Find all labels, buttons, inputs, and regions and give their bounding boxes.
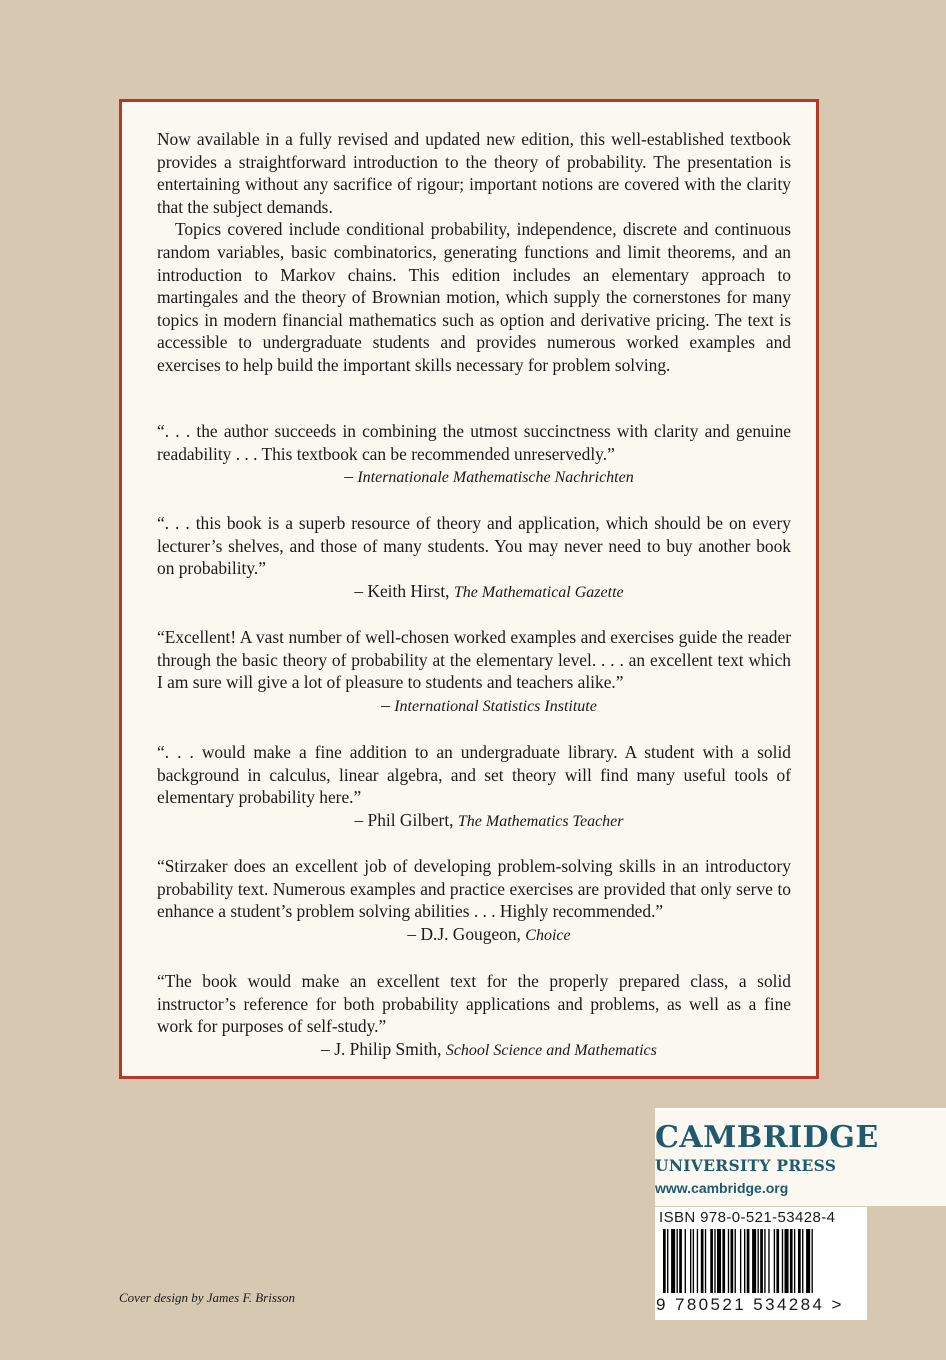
barcode-bar bbox=[685, 1229, 686, 1293]
review-2 bbox=[157, 512, 791, 604]
review-4 bbox=[157, 741, 791, 833]
publisher-press: UNIVERSITY PRESS bbox=[655, 1156, 837, 1175]
publisher-logo bbox=[655, 1108, 946, 1206]
barcode-bar bbox=[747, 1229, 750, 1293]
barcode-bar bbox=[812, 1229, 813, 1293]
isbn-number: ISBN 978-0-521-53428-4 bbox=[659, 1209, 836, 1226]
barcode-bar bbox=[776, 1229, 779, 1293]
barcode-bar bbox=[667, 1229, 668, 1293]
review-text: “The book would make an excellent text for the properly prepared class, a solid instructor’s reference for both probability applications and problems, as well as a fine work for purposes of self-study.” bbox=[157, 971, 791, 1037]
isbn-barcode bbox=[655, 1207, 867, 1320]
barcode-bar bbox=[690, 1229, 691, 1293]
barcode-bars-icon bbox=[659, 1229, 863, 1295]
barcode-bar bbox=[740, 1229, 741, 1293]
barcode-bar bbox=[722, 1229, 725, 1293]
description-paragraph-1: Now available in a fully revised and updated new edition, this well-established textbook provides a straightforward introduction to the theory of probability. The presentation is entertaining without any sacrifice of rigour; important notions are covered with the clarity that the subject demands. bbox=[157, 129, 791, 217]
barcode-bar bbox=[798, 1229, 801, 1293]
barcode-bar bbox=[774, 1229, 775, 1293]
publisher-url: www.cambridge.org bbox=[655, 1180, 789, 1196]
review-attribution: – Keith Hirst, The Mathematical Gazette bbox=[354, 580, 624, 601]
review-1 bbox=[157, 420, 791, 490]
review-attribution: – Phil Gilbert, The Mathematics Teacher bbox=[354, 809, 624, 830]
barcode-bar bbox=[794, 1229, 795, 1293]
barcode-bar bbox=[731, 1229, 734, 1293]
ean-digits: 9 780521 534284 > bbox=[656, 1295, 844, 1314]
barcode-bar bbox=[785, 1229, 789, 1293]
description-paragraph-2: Topics covered include conditional probability, independence, discrete and continuous random variables, basic combinatorics, generating functions and limit theorems, and an introduction to Markov chains. This edition includes an elementary approach to martingales and the theory of Brownian motion, which supply the cornerstones for many topics in modern financial mathematics such as option and derivative pricing. The text is accessible to undergraduate students and provides numerous worked examples and exercises to help build the important skills necessary for problem solving. bbox=[157, 219, 791, 375]
review-attribution: – D.J. Gougeon, Choice bbox=[407, 923, 571, 944]
barcode-bar bbox=[752, 1229, 756, 1293]
review-text: “Excellent! A vast number of well-chosen worked examples and exercises guide the reader through the basic theory of probability at the elementary level. . . . an excellent text which I am sure will give a lot of pleasure to students and teachers alike.” bbox=[157, 627, 791, 693]
review-attribution: – International Statistics Institute bbox=[381, 694, 597, 715]
review-5 bbox=[157, 855, 791, 947]
barcode-bar bbox=[663, 1229, 666, 1293]
barcode-bar bbox=[705, 1229, 706, 1293]
barcode-bar bbox=[790, 1229, 793, 1293]
barcode-bar bbox=[710, 1229, 713, 1293]
barcode-bar bbox=[697, 1229, 698, 1293]
barcode-bar bbox=[760, 1229, 763, 1293]
barcode-bar bbox=[735, 1229, 736, 1293]
barcode-bar bbox=[806, 1229, 810, 1293]
review-attribution: – J. Philip Smith, School Science and Mathematics bbox=[321, 1038, 657, 1059]
barcode-bar bbox=[679, 1229, 682, 1293]
review-text: “. . . the author succeeds in combining the utmost succinctness with clarity and genuine readability . . . This textbook can be recommended unreservedly.” bbox=[157, 421, 791, 464]
review-text: “. . . this book is a superb resource of theory and application, which should be on every lecturer’s shelves, and those of many students. You may never need to buy another book on probability.” bbox=[157, 513, 791, 579]
barcode-bar bbox=[768, 1229, 769, 1293]
barcode-bar bbox=[717, 1229, 721, 1293]
review-3 bbox=[157, 626, 791, 718]
review-text: “Stirzaker does an excellent job of developing problem-solving skills in an introductory probability text. Numerous examples and practice exercises are provided that only serve to enhance a student’s problem solving abilities . . . Highly recommended.” bbox=[157, 856, 791, 922]
publisher-name: CAMBRIDGE bbox=[655, 1120, 879, 1155]
barcode-bar bbox=[728, 1229, 729, 1293]
barcode-bar bbox=[782, 1229, 783, 1293]
barcode-bar bbox=[693, 1229, 694, 1293]
barcode-bar bbox=[714, 1229, 715, 1293]
review-6 bbox=[157, 970, 791, 1062]
barcode-bar bbox=[671, 1229, 675, 1293]
cover-credit: Cover design by James F. Brisson bbox=[119, 1290, 295, 1305]
review-attribution: – Internationale Mathematische Nachrichten bbox=[344, 466, 634, 487]
review-text: “. . . would make a fine addition to an undergraduate library. A student with a solid background in calculus, linear algebra, and set theory will find many useful tools of elementary probability here.” bbox=[157, 742, 791, 808]
blurb-panel bbox=[119, 99, 819, 1079]
barcode-bar bbox=[701, 1229, 704, 1293]
barcode-bar bbox=[802, 1229, 803, 1293]
description bbox=[157, 128, 791, 377]
barcode-bar bbox=[744, 1229, 745, 1293]
barcode-bar bbox=[764, 1229, 765, 1293]
barcode-bar bbox=[758, 1229, 759, 1293]
barcode-bar bbox=[677, 1229, 678, 1293]
